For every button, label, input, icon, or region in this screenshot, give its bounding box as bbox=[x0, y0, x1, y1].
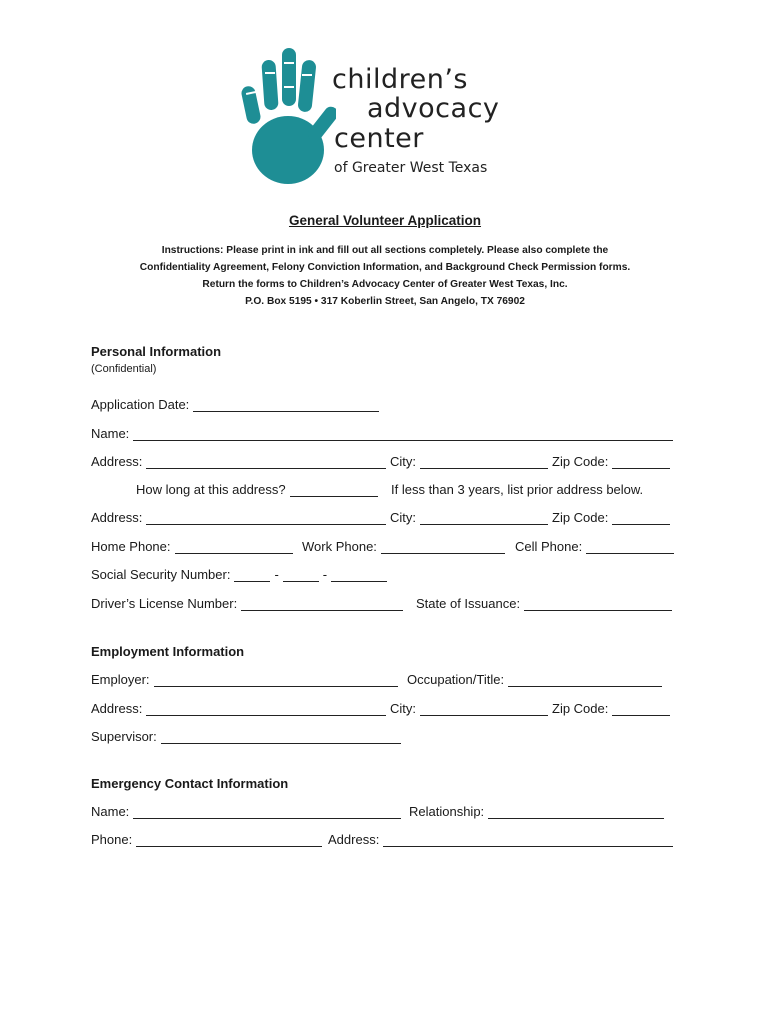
state-line[interactable] bbox=[524, 597, 672, 611]
city-line[interactable] bbox=[420, 455, 548, 469]
work-phone-line[interactable] bbox=[381, 540, 505, 554]
work-phone-label: Work Phone: bbox=[302, 539, 377, 554]
employment-address-label: Address: bbox=[91, 701, 143, 716]
logo-text-line3: center bbox=[334, 123, 424, 154]
organization-logo bbox=[236, 42, 536, 192]
how-long-field[interactable] bbox=[136, 482, 378, 497]
employer-label: Employer: bbox=[91, 672, 150, 687]
name-label: Name: bbox=[91, 426, 130, 441]
page-title: General Volunteer Application bbox=[288, 213, 482, 228]
application-date-field[interactable] bbox=[91, 397, 379, 412]
state-field[interactable] bbox=[416, 596, 672, 611]
license-row bbox=[91, 596, 680, 614]
relationship-line[interactable] bbox=[488, 805, 664, 819]
logo-text-line4: of Greater West Texas bbox=[334, 160, 488, 176]
employment-city-field[interactable] bbox=[390, 701, 548, 716]
zip-line[interactable] bbox=[612, 455, 670, 469]
instructions-line: Instructions: Please print in ink and fill out all sections completely. Please also complete the bbox=[161, 245, 609, 256]
name-row bbox=[91, 426, 680, 444]
employment-address-line[interactable] bbox=[146, 702, 386, 716]
address-line[interactable] bbox=[146, 455, 386, 469]
occupation-line[interactable] bbox=[508, 673, 662, 687]
prior-zip-field[interactable] bbox=[552, 510, 670, 525]
application-date-label: Application Date: bbox=[91, 397, 190, 412]
logo-text-line2: advocacy bbox=[367, 93, 500, 124]
employer-row bbox=[91, 672, 680, 690]
city-label: City: bbox=[390, 454, 416, 469]
prior-address-field[interactable] bbox=[91, 510, 386, 525]
emergency-name-row bbox=[91, 804, 680, 822]
supervisor-label: Supervisor: bbox=[91, 729, 157, 744]
ssn-label: Social Security Number: bbox=[91, 567, 231, 582]
cell-phone-field[interactable] bbox=[515, 539, 674, 554]
home-phone-field[interactable] bbox=[91, 539, 293, 554]
emergency-phone-field[interactable] bbox=[91, 832, 322, 847]
prior-address-row bbox=[91, 510, 680, 528]
how-long-label: How long at this address? bbox=[136, 482, 286, 497]
emergency-address-line[interactable] bbox=[383, 833, 673, 847]
how-long-row bbox=[91, 482, 680, 500]
emergency-name-field[interactable] bbox=[91, 804, 401, 819]
phone-row bbox=[91, 539, 680, 557]
prior-zip-line[interactable] bbox=[612, 511, 670, 525]
address-field[interactable] bbox=[91, 454, 386, 469]
prior-city-label: City: bbox=[390, 510, 416, 525]
ssn-part1-line[interactable] bbox=[234, 568, 270, 582]
occupation-label: Occupation/Title: bbox=[407, 672, 505, 687]
ssn-field[interactable] bbox=[91, 567, 387, 582]
address-row bbox=[91, 454, 680, 472]
employment-zip-label: Zip Code: bbox=[552, 701, 609, 716]
address-label: Address: bbox=[91, 454, 143, 469]
logo-text-line1: children’s bbox=[332, 64, 468, 95]
emergency-phone-label: Phone: bbox=[91, 832, 133, 847]
how-long-line[interactable] bbox=[290, 483, 378, 497]
emergency-phone-line[interactable] bbox=[136, 833, 322, 847]
emergency-phone-row bbox=[91, 832, 680, 850]
employment-city-label: City: bbox=[390, 701, 416, 716]
prior-address-note: If less than 3 years, list prior address below. bbox=[391, 482, 644, 497]
emergency-name-label: Name: bbox=[91, 804, 130, 819]
section-heading-employment: Employment Information bbox=[91, 644, 245, 659]
home-phone-line[interactable] bbox=[175, 540, 293, 554]
section-heading-emergency: Emergency Contact Information bbox=[91, 776, 289, 791]
occupation-field[interactable] bbox=[407, 672, 662, 687]
ssn-part3-line[interactable] bbox=[331, 568, 387, 582]
license-field[interactable] bbox=[91, 596, 403, 611]
license-line[interactable] bbox=[241, 597, 403, 611]
instructions-line: Confidentiality Agreement, Felony Conviction Information, and Background Check Permission forms. bbox=[139, 262, 631, 273]
city-field[interactable] bbox=[390, 454, 548, 469]
work-phone-field[interactable] bbox=[302, 539, 505, 554]
employment-zip-line[interactable] bbox=[612, 702, 670, 716]
section-heading-personal: Personal Information bbox=[91, 344, 222, 359]
name-field[interactable] bbox=[91, 426, 673, 441]
license-label: Driver’s License Number: bbox=[91, 596, 238, 611]
employment-address-row bbox=[91, 701, 680, 719]
supervisor-line[interactable] bbox=[161, 730, 401, 744]
ssn-part2-line[interactable] bbox=[283, 568, 319, 582]
prior-zip-label: Zip Code: bbox=[552, 510, 609, 525]
cell-phone-label: Cell Phone: bbox=[515, 539, 583, 554]
emergency-address-field[interactable] bbox=[328, 832, 673, 847]
state-label: State of Issuance: bbox=[416, 596, 521, 611]
ssn-dash: - bbox=[274, 567, 279, 582]
zip-label: Zip Code: bbox=[552, 454, 609, 469]
handprint-icon bbox=[236, 42, 336, 192]
application-date-line[interactable] bbox=[193, 398, 379, 412]
emergency-address-label: Address: bbox=[328, 832, 380, 847]
employer-line[interactable] bbox=[154, 673, 398, 687]
zip-field[interactable] bbox=[552, 454, 670, 469]
supervisor-field[interactable] bbox=[91, 729, 401, 744]
cell-phone-line[interactable] bbox=[586, 540, 674, 554]
instructions bbox=[0, 242, 770, 310]
ssn-row bbox=[91, 567, 680, 585]
relationship-label: Relationship: bbox=[409, 804, 485, 819]
ssn-dash: - bbox=[322, 567, 328, 582]
employment-address-field[interactable] bbox=[91, 701, 386, 716]
home-phone-label: Home Phone: bbox=[91, 539, 171, 554]
name-line[interactable] bbox=[133, 427, 673, 441]
confidential-note: (Confidential) bbox=[91, 363, 157, 375]
application-date-row bbox=[91, 397, 680, 415]
employer-field[interactable] bbox=[91, 672, 398, 687]
prior-address-label: Address: bbox=[91, 510, 143, 525]
employment-city-line[interactable] bbox=[420, 702, 548, 716]
instructions-line: P.O. Box 5195 • 317 Koberlin Street, San Angelo, TX 76902 bbox=[245, 296, 525, 307]
prior-city-field[interactable] bbox=[390, 510, 548, 525]
prior-city-line[interactable] bbox=[420, 511, 548, 525]
employment-zip-field[interactable] bbox=[552, 701, 670, 716]
prior-address-line[interactable] bbox=[146, 511, 386, 525]
supervisor-row bbox=[91, 729, 680, 747]
instructions-line: Return the forms to Children’s Advocacy Center of Greater West Texas, Inc. bbox=[202, 279, 568, 290]
relationship-field[interactable] bbox=[409, 804, 664, 819]
emergency-name-line[interactable] bbox=[133, 805, 401, 819]
